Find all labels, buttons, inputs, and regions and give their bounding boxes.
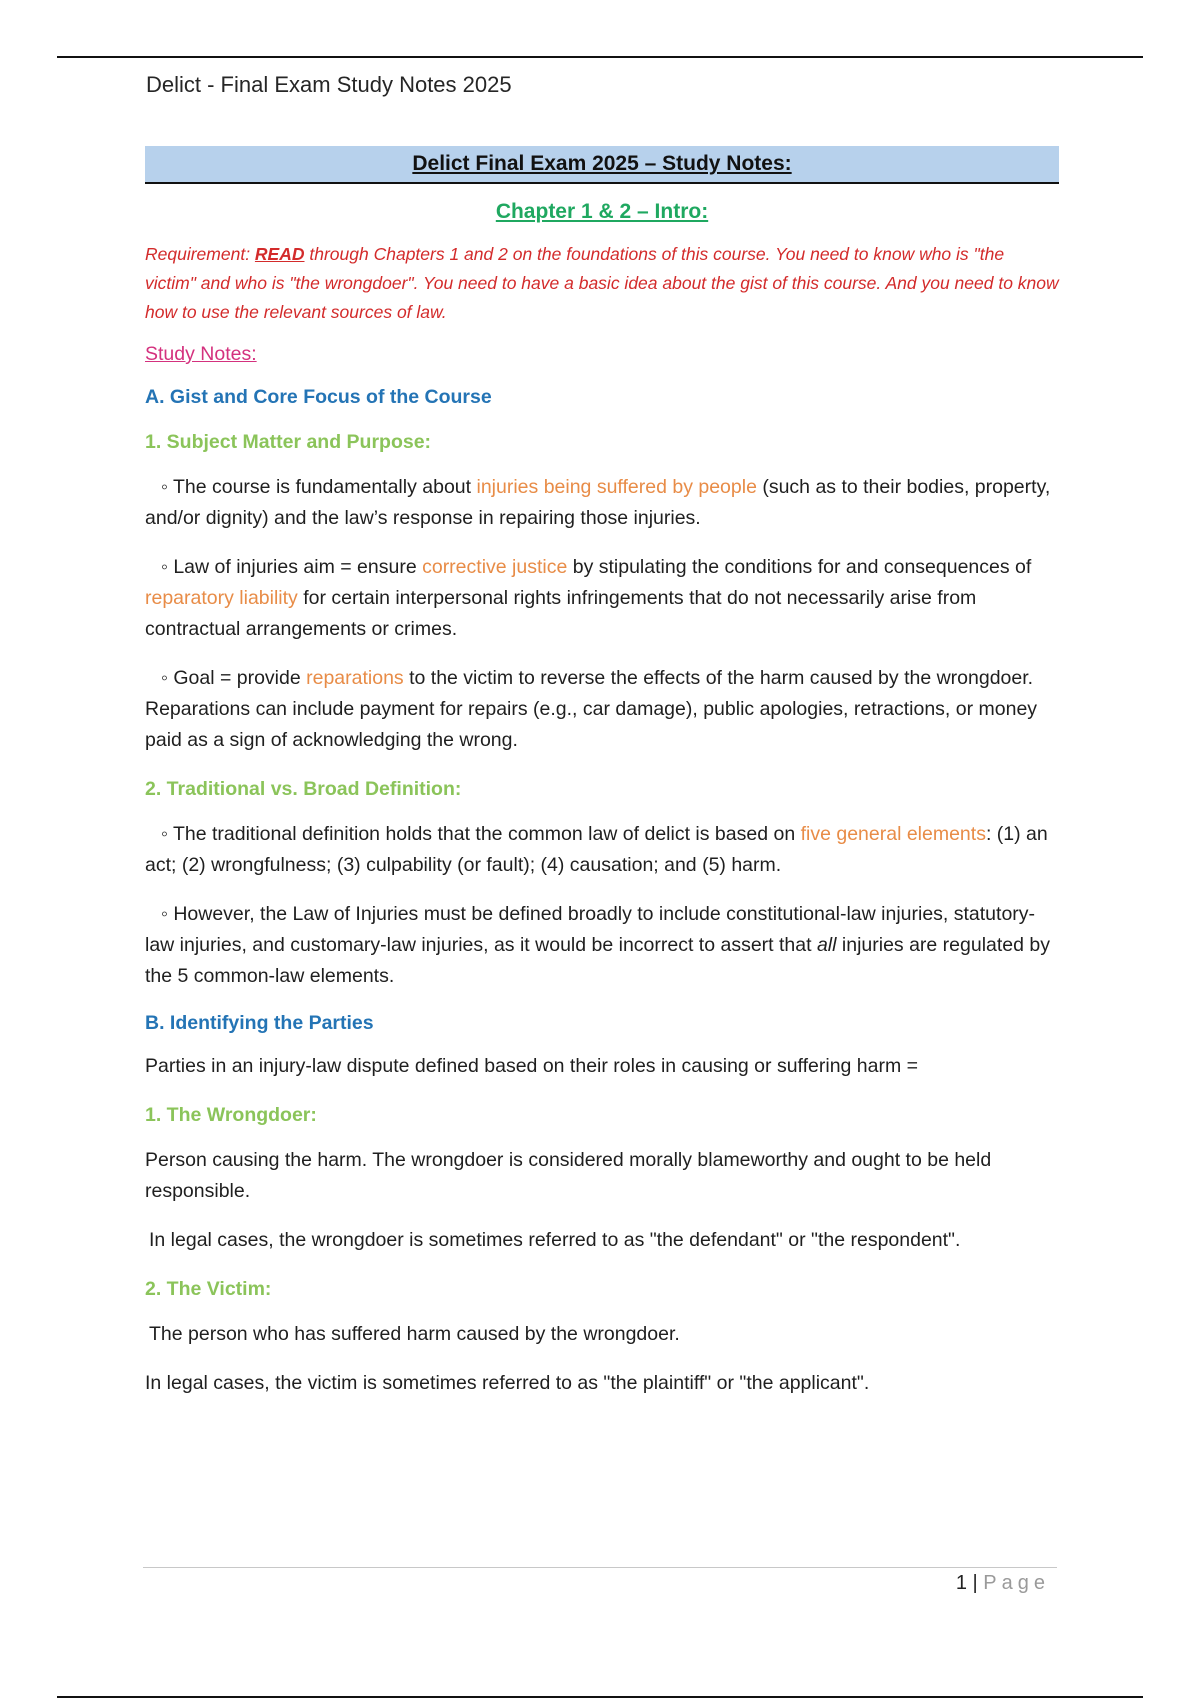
- victim-definition: The person who has suffered harm caused by the wrongdoer.: [149, 1323, 680, 1345]
- bullet-broad: [145, 899, 1059, 992]
- bullet-text: by stipulating the conditions for and consequences of: [567, 556, 1032, 578]
- bullet-text: ◦ The course is fundamentally about: [161, 476, 477, 498]
- parties-intro: Parties in an injury-law dispute defined based on their roles in causing or suffering harm =: [145, 1055, 919, 1077]
- highlight-term: reparatory liability: [145, 587, 298, 609]
- requirement-prefix: Requirement:: [145, 244, 255, 264]
- victim-heading: 2. The Victim:: [145, 1278, 272, 1300]
- bullet-text: : (1) an act; (2) wrongfulness; (3) culpability (or fault); (4) causation; and (5) harm.: [145, 823, 1048, 876]
- bullet-text: (such as to their bodies, property, and/or dignity) and the law’s response in repairing those injuries.: [145, 476, 1051, 529]
- section-b-heading: B. Identifying the Parties: [145, 1012, 374, 1034]
- bullet-text: ◦ Goal = provide: [161, 667, 307, 689]
- chapter-heading: Chapter 1 & 2 – Intro:: [495, 200, 709, 223]
- emphasis-word: all: [816, 934, 837, 956]
- bullet-injuries: [145, 472, 1059, 534]
- section-a-sub1-heading: 1. Subject Matter and Purpose:: [145, 431, 432, 453]
- page-number-value: 1: [955, 1572, 967, 1594]
- bottom-rule: [57, 1696, 1143, 1698]
- top-rule: [57, 56, 1143, 58]
- bullet-goal: [145, 663, 1059, 756]
- wrongdoer-heading: 1. The Wrongdoer:: [145, 1104, 317, 1126]
- highlight-term: reparations: [306, 667, 404, 689]
- bullet-aim: [145, 552, 1059, 645]
- document-body: [145, 146, 1059, 1399]
- footer-rule: [143, 1567, 1057, 1568]
- section-a-heading: A. Gist and Core Focus of the Course: [145, 386, 492, 408]
- highlight-term: corrective justice: [422, 556, 568, 578]
- study-notes-label: Study Notes:: [145, 343, 257, 365]
- bullet-traditional: [145, 819, 1059, 881]
- wrongdoer-legal-terms: In legal cases, the wrongdoer is sometimes referred to as "the defendant" or "the respondent".: [149, 1229, 961, 1251]
- highlight-term: injuries being suffered by people: [476, 476, 757, 498]
- bullet-text: for certain interpersonal rights infringements that do not necessarily arise from contractual arrangements or crimes.: [145, 587, 977, 640]
- requirement-note: [145, 240, 1059, 327]
- running-header: Delict - Final Exam Study Notes 2025: [146, 72, 512, 97]
- bullet-text: ◦ The traditional definition holds that the common law of delict is based on: [161, 823, 801, 845]
- victim-legal-terms: In legal cases, the victim is sometimes referred to as "the plaintiff" or "the applicant".: [145, 1372, 870, 1394]
- highlight-term: five general elements: [800, 823, 986, 845]
- section-a-sub2-heading: 2. Traditional vs. Broad Definition:: [145, 778, 462, 800]
- bullet-text: ◦ Law of injuries aim = ensure: [161, 556, 423, 578]
- page-separator: |: [966, 1572, 984, 1594]
- bullet-text: injuries are regulated by the 5 common-law elements.: [145, 934, 1051, 987]
- bullet-text: ◦ However, the Law of Injuries must be defined broadly to include constitutional-law injuries, statutory-law injuries, and customary-law injuries, as it would be incorrect to assert that: [145, 903, 1036, 956]
- requirement-text: through Chapters 1 and 2 on the foundations of this course. You need to know who is "the victim" and who is "the wrongdoer". You need to have a basic idea about the gist of this course. And you need to know how to use the relevant sources of law.: [145, 244, 1059, 322]
- page-number: [956, 1572, 1050, 1595]
- wrongdoer-definition: Person causing the harm. The wrongdoer is considered morally blameworthy and ought to be held responsible.: [145, 1149, 992, 1202]
- page-label: Page: [983, 1572, 1050, 1594]
- bullet-text: to the victim to reverse the effects of the harm caused by the wrongdoer. Reparations can include payment for repairs (e.g., car damage), public apologies, retractions, or money paid as a sign of acknowledging the wrong.: [145, 667, 1038, 751]
- requirement-emphasis: READ: [254, 244, 305, 264]
- document-title: Delict Final Exam 2025 – Study Notes:: [145, 146, 1059, 184]
